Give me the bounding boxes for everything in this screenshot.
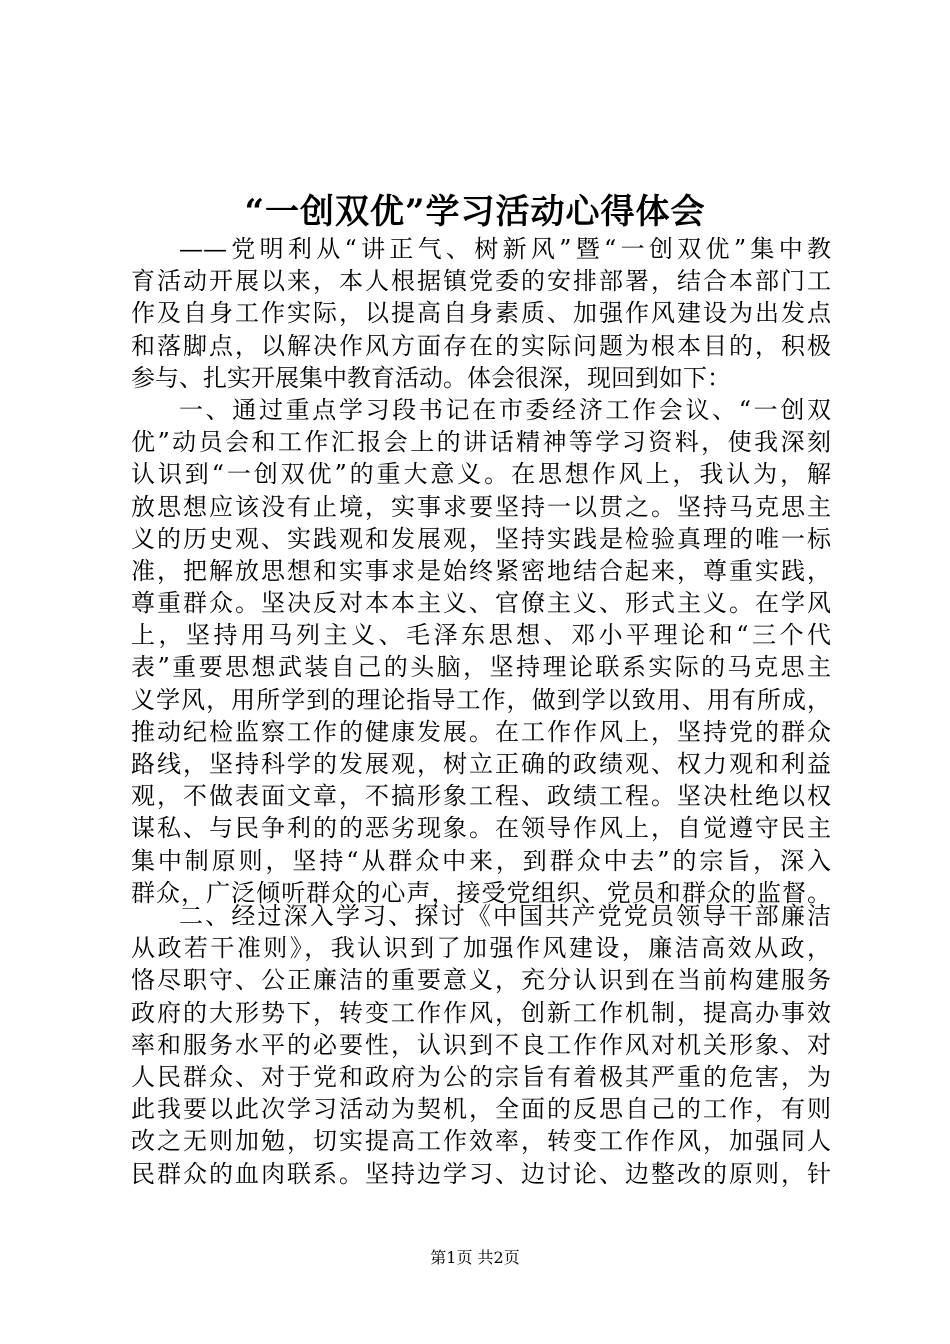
text-line: 谋私、与民争利的的恶劣现象。在领导作风上，自觉遵守民主 <box>131 814 831 843</box>
text-line: 集中制原则，坚持“从群众中来，到群众中去”的宗旨，深入 <box>131 846 831 875</box>
text-line: 育活动开展以来，本人根据镇党委的安排部署，结合本部门工 <box>131 267 831 296</box>
text-line: 民群众的血肉联系。坚持边学习、边讨论、边整改的原则，针 <box>131 1159 831 1188</box>
text-line: 路线，坚持科学的发展观，树立正确的政绩观、权力观和利益 <box>131 750 831 778</box>
text-line: 义学风，用所学到的理论指导工作，做到学以致用、用有所成， <box>131 685 831 714</box>
text-line: 推动纪检监察工作的健康发展。在工作作风上，坚持党的群众 <box>131 717 831 746</box>
text-line: 观，不做表面文章，不搞形象工程、政绩工程。坚决杜绝以权 <box>131 782 831 811</box>
section-1-text <box>131 233 831 909</box>
text-line: 率和服务水平的必要性，认识到不良工作作风对机关形象、对 <box>131 1030 831 1059</box>
text-line: 人民群众、对于党和政府为公的宗旨有着极其严重的危害，为 <box>131 1062 831 1091</box>
page-number: 第1页 共2页 <box>430 1248 520 1267</box>
text-line: 优”动员会和工作汇报会上的讲话精神等学习资料，使我深刻 <box>131 428 831 457</box>
text-line: ——党明利从“讲正气、树新风”暨“一创双优”集中教 <box>179 235 831 263</box>
text-line: 作及自身工作实际，以提高自身素质、加强作风建设为出发点 <box>131 299 831 328</box>
text-line: 表”重要思想武装自己的头脑，坚持理论联系实际的马克思主 <box>131 653 831 682</box>
text-line: 准，把解放思想和实事求是始终紧密地结合起来，尊重实践， <box>131 556 831 585</box>
text-line: 政府的大形势下，转变工作作风，创新工作机制，提高办事效 <box>131 998 831 1027</box>
section-2-text <box>131 900 831 1190</box>
text-line: 和落脚点，以解决作风方面存在的实际问题为根本目的，积极 <box>131 331 831 360</box>
text-line: 放思想应该没有止境，实事求要坚持一以贯之。坚持马克思主 <box>131 492 831 521</box>
text-line: 上，坚持用马列主义、毛泽东思想、邓小平理论和“三个代 <box>131 621 831 650</box>
text-line: 一、通过重点学习段书记在市委经济工作会议、“一创双 <box>179 395 831 424</box>
text-line: 此我要以此次学习活动为契机，全面的反思自己的工作，有则 <box>131 1095 831 1124</box>
text-line: 恪尽职守、公正廉洁的重要意义，充分认识到在当前构建服务 <box>131 966 831 995</box>
document-title: “一创双优”学习活动心得体会 <box>244 192 706 232</box>
text-line: 参与、扎实开展集中教育活动。体会很深，现回到如下： <box>131 363 731 392</box>
text-line: 群众，广泛倾听群众的心声，接受党组织、党员和群众的监督。 <box>131 878 831 907</box>
text-line: 认识到“一创双优”的重大意义。在思想作风上，我认为，解 <box>131 460 831 489</box>
text-line: 二、经过深入学习、探讨《中国共产党党员领导干部廉洁 <box>179 902 831 930</box>
text-line: 从政若干准则》，我认识到了加强作风建设，廉洁高效从政， <box>131 934 831 963</box>
text-line: 改之无则加勉，切实提高工作效率，转变工作作风，加强同人 <box>131 1127 831 1156</box>
text-line: 义的历史观、实践观和发展观，坚持实践是检验真理的唯一标 <box>131 524 831 553</box>
text-line: 尊重群众。坚决反对本本主义、官僚主义、形式主义。在学风 <box>131 589 831 618</box>
